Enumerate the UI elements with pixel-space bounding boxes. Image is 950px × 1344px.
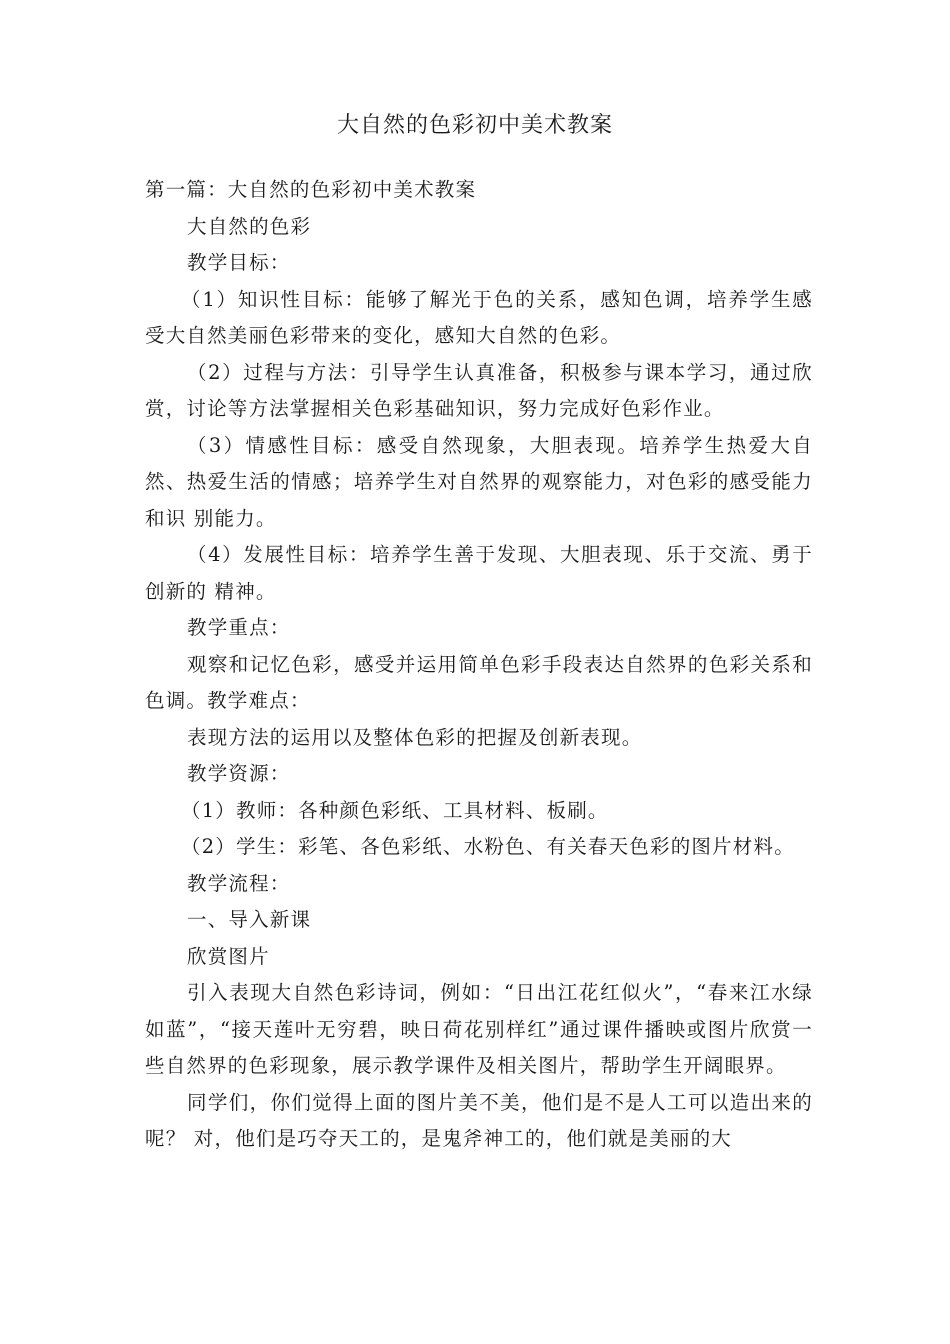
poetry-paragraph: 引入表现大自然色彩诗词，例如：“日出江花红似火”，“春来江水绿如蓝”，“接天莲叶无穷碧，映日荷花别样红”通过课件播映或图片欣赏一些自然界的色彩现象，展示教学课件及相关图片，帮助学生开阔眼界。 xyxy=(145,981,813,1077)
resource-teacher: （1）教师：各种颜色彩纸、工具材料、板刷。 xyxy=(181,798,609,822)
objective-knowledge: （1）知识性目标：能够了解光于色的关系，感知色调，培养学生感受大自然美丽色彩带来的变化，感知大自然的色彩。 xyxy=(145,287,813,347)
step-appreciate-images: 欣赏图片 xyxy=(187,944,270,968)
lesson-title: 大自然的色彩 xyxy=(187,214,312,238)
objective-development: （4）发展性目标：培养学生善于发现、大胆表现、乐于交流、勇于创新的 精神。 xyxy=(145,543,813,603)
heading-resources: 教学资源： xyxy=(187,762,291,785)
key-points-text: 观察和记忆色彩，感受并运用简单色彩手段表达自然界的色彩关系和色调。教学难点： xyxy=(145,652,813,712)
objective-process: （2）过程与方法：引导学生认真准备，积极参与课本学习，通过欣赏，讨论等方法掌握相关色彩基础知识，努力完成好色彩作业。 xyxy=(145,360,813,420)
difficulty-text: 表现方法的运用以及整体色彩的把握及创新表现。 xyxy=(187,725,643,749)
discussion-paragraph: 同学们，你们觉得上面的图片美不美，他们是不是人工可以造出来的呢？ 对，他们是巧夺天工的，是鬼斧神工的，他们就是美丽的大 xyxy=(145,1090,813,1150)
document-title: 大自然的色彩初中美术教案 xyxy=(336,113,613,138)
section-heading: 第一篇：大自然的色彩初中美术教案 xyxy=(145,178,477,201)
heading-process: 教学流程： xyxy=(187,871,291,895)
objective-emotion: （3）情感性目标：感受自然现象，大胆表现。培养学生热爱大自然、热爱生活的情感；培养学生对自然界的观察能力，对色彩的感受能力和识 别能力。 xyxy=(145,433,813,530)
heading-key-points: 教学重点： xyxy=(187,616,291,639)
resource-student: （2）学生：彩笔、各色彩纸、水粉色、有关春天色彩的图片材料。 xyxy=(181,835,795,858)
step-introduction: 一、导入新课 xyxy=(187,908,312,931)
heading-objectives: 教学目标： xyxy=(187,251,291,274)
document-body xyxy=(145,172,813,1158)
